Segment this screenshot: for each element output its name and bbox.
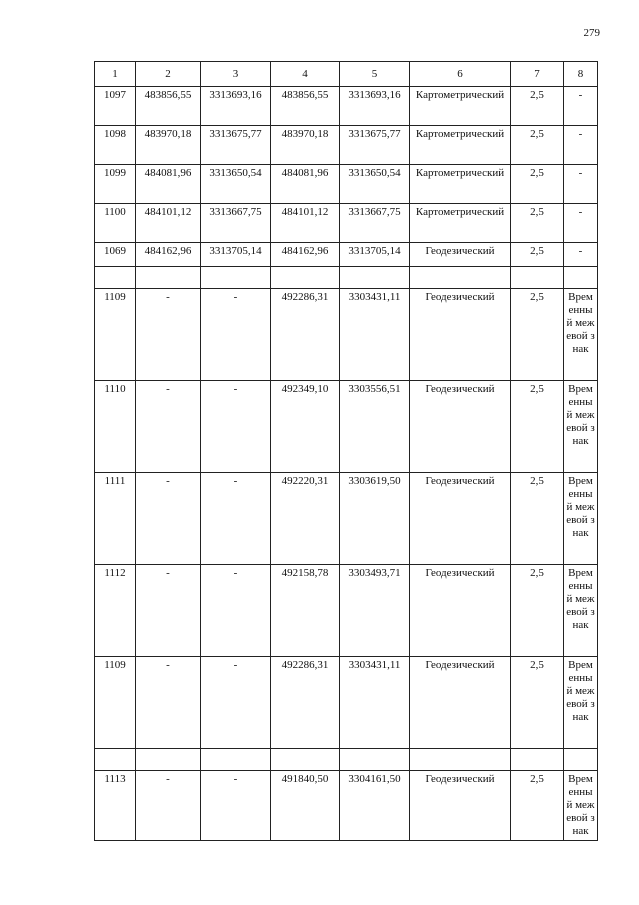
table-cell bbox=[410, 267, 511, 289]
table-cell: Геодезический bbox=[410, 771, 511, 841]
table-cell: 3303556,51 bbox=[340, 381, 410, 473]
table-cell: Временный межевой знак bbox=[564, 565, 598, 657]
table-cell: Временный межевой знак bbox=[564, 381, 598, 473]
table-cell: 3313675,77 bbox=[201, 126, 271, 165]
table-cell: 3313667,75 bbox=[201, 204, 271, 243]
table-cell: Геодезический bbox=[410, 289, 511, 381]
column-header: 5 bbox=[340, 62, 410, 87]
table-cell: 1113 bbox=[95, 771, 136, 841]
table-cell: - bbox=[136, 289, 201, 381]
table-cell: - bbox=[136, 381, 201, 473]
empty-row bbox=[95, 267, 598, 289]
table-row bbox=[95, 565, 598, 657]
column-header: 1 bbox=[95, 62, 136, 87]
table-cell: 2,5 bbox=[511, 771, 564, 841]
table-cell: 3303619,50 bbox=[340, 473, 410, 565]
table-cell: - bbox=[136, 473, 201, 565]
table-cell: 2,5 bbox=[511, 381, 564, 473]
table-cell: 1098 bbox=[95, 126, 136, 165]
table-cell: Геодезический bbox=[410, 473, 511, 565]
table-cell bbox=[340, 267, 410, 289]
table-cell: 3303493,71 bbox=[340, 565, 410, 657]
table-cell: 1099 bbox=[95, 165, 136, 204]
table-row bbox=[95, 771, 598, 841]
table-cell: 3313705,14 bbox=[340, 243, 410, 267]
table-row bbox=[95, 657, 598, 749]
table-cell: 491840,50 bbox=[271, 771, 340, 841]
table-cell: Временный межевой знак bbox=[564, 771, 598, 841]
table-cell: 1109 bbox=[95, 657, 136, 749]
table-row bbox=[95, 165, 598, 204]
table-cell bbox=[136, 749, 201, 771]
table-cell bbox=[201, 267, 271, 289]
table-cell: - bbox=[201, 473, 271, 565]
table-cell: 3313693,16 bbox=[201, 87, 271, 126]
table-cell bbox=[271, 749, 340, 771]
page-number: 279 bbox=[583, 27, 600, 39]
table-cell: - bbox=[201, 565, 271, 657]
table-row bbox=[95, 473, 598, 565]
table-cell: 1100 bbox=[95, 204, 136, 243]
table-cell: 492158,78 bbox=[271, 565, 340, 657]
table-cell: Временный межевой знак bbox=[564, 473, 598, 565]
table-cell: 2,5 bbox=[511, 657, 564, 749]
table-cell: 3313667,75 bbox=[340, 204, 410, 243]
table-cell: - bbox=[201, 289, 271, 381]
table-cell: - bbox=[201, 771, 271, 841]
table-cell: Геодезический bbox=[410, 565, 511, 657]
table-cell: 2,5 bbox=[511, 126, 564, 165]
table-cell: Геодезический bbox=[410, 657, 511, 749]
table-cell: 3313693,16 bbox=[340, 87, 410, 126]
table-cell: Картометрический bbox=[410, 204, 511, 243]
table-cell: Временный межевой знак bbox=[564, 657, 598, 749]
table-cell: 492286,31 bbox=[271, 657, 340, 749]
table-row bbox=[95, 87, 598, 126]
table-cell: 3313650,54 bbox=[201, 165, 271, 204]
table-cell bbox=[511, 749, 564, 771]
table-cell bbox=[511, 267, 564, 289]
table-cell: 2,5 bbox=[511, 565, 564, 657]
table-cell: 492286,31 bbox=[271, 289, 340, 381]
table-cell: 1110 bbox=[95, 381, 136, 473]
table-cell: 483856,55 bbox=[271, 87, 340, 126]
table-cell: Картометрический bbox=[410, 87, 511, 126]
table-row bbox=[95, 289, 598, 381]
table-row bbox=[95, 204, 598, 243]
table-cell: 483856,55 bbox=[136, 87, 201, 126]
table-cell: - bbox=[564, 165, 598, 204]
table-cell: - bbox=[564, 126, 598, 165]
table-cell: Геодезический bbox=[410, 381, 511, 473]
table-cell: 484101,12 bbox=[136, 204, 201, 243]
table-cell: Картометрический bbox=[410, 126, 511, 165]
table-cell: 2,5 bbox=[511, 87, 564, 126]
table-cell: 483970,18 bbox=[271, 126, 340, 165]
table-cell: - bbox=[201, 657, 271, 749]
table-cell bbox=[340, 749, 410, 771]
coordinates-table bbox=[94, 61, 598, 841]
table-cell: 3303431,11 bbox=[340, 657, 410, 749]
table-cell: 2,5 bbox=[511, 165, 564, 204]
empty-row bbox=[95, 749, 598, 771]
table-cell bbox=[136, 267, 201, 289]
table-cell bbox=[564, 749, 598, 771]
table-cell: 492220,31 bbox=[271, 473, 340, 565]
table-cell: - bbox=[564, 243, 598, 267]
table-cell: Картометрический bbox=[410, 165, 511, 204]
table-cell: 2,5 bbox=[511, 204, 564, 243]
table-cell: 492349,10 bbox=[271, 381, 340, 473]
table-cell: 3303431,11 bbox=[340, 289, 410, 381]
table-cell: 484081,96 bbox=[271, 165, 340, 204]
table-cell: Временный межевой знак bbox=[564, 289, 598, 381]
table-cell: 3313650,54 bbox=[340, 165, 410, 204]
table-cell bbox=[271, 267, 340, 289]
table-cell: 2,5 bbox=[511, 473, 564, 565]
table-cell: 3304161,50 bbox=[340, 771, 410, 841]
table-cell: 484101,12 bbox=[271, 204, 340, 243]
table-cell: 483970,18 bbox=[136, 126, 201, 165]
table-cell: 484081,96 bbox=[136, 165, 201, 204]
column-header: 2 bbox=[136, 62, 201, 87]
table-cell: 3313705,14 bbox=[201, 243, 271, 267]
table-cell bbox=[95, 267, 136, 289]
table-cell bbox=[564, 267, 598, 289]
table-cell bbox=[410, 749, 511, 771]
table-cell: - bbox=[136, 565, 201, 657]
column-header: 8 bbox=[564, 62, 598, 87]
table-cell: 3313675,77 bbox=[340, 126, 410, 165]
table-cell: - bbox=[564, 204, 598, 243]
table-cell: 2,5 bbox=[511, 289, 564, 381]
table-cell bbox=[95, 749, 136, 771]
table-cell: 2,5 bbox=[511, 243, 564, 267]
table-header-row bbox=[95, 62, 598, 87]
column-header: 7 bbox=[511, 62, 564, 87]
table-cell: 1069 bbox=[95, 243, 136, 267]
column-header: 4 bbox=[271, 62, 340, 87]
table-cell: Геодезический bbox=[410, 243, 511, 267]
table-cell: - bbox=[564, 87, 598, 126]
column-header: 6 bbox=[410, 62, 511, 87]
table-cell: - bbox=[136, 657, 201, 749]
table-cell: 1097 bbox=[95, 87, 136, 126]
table-cell: 1109 bbox=[95, 289, 136, 381]
table-row bbox=[95, 126, 598, 165]
column-header: 3 bbox=[201, 62, 271, 87]
table-cell bbox=[201, 749, 271, 771]
table-row bbox=[95, 381, 598, 473]
table-cell: - bbox=[201, 381, 271, 473]
table-cell: 484162,96 bbox=[271, 243, 340, 267]
table-cell: 1111 bbox=[95, 473, 136, 565]
table-cell: 1112 bbox=[95, 565, 136, 657]
table-cell: - bbox=[136, 771, 201, 841]
table-row bbox=[95, 243, 598, 267]
table-cell: 484162,96 bbox=[136, 243, 201, 267]
